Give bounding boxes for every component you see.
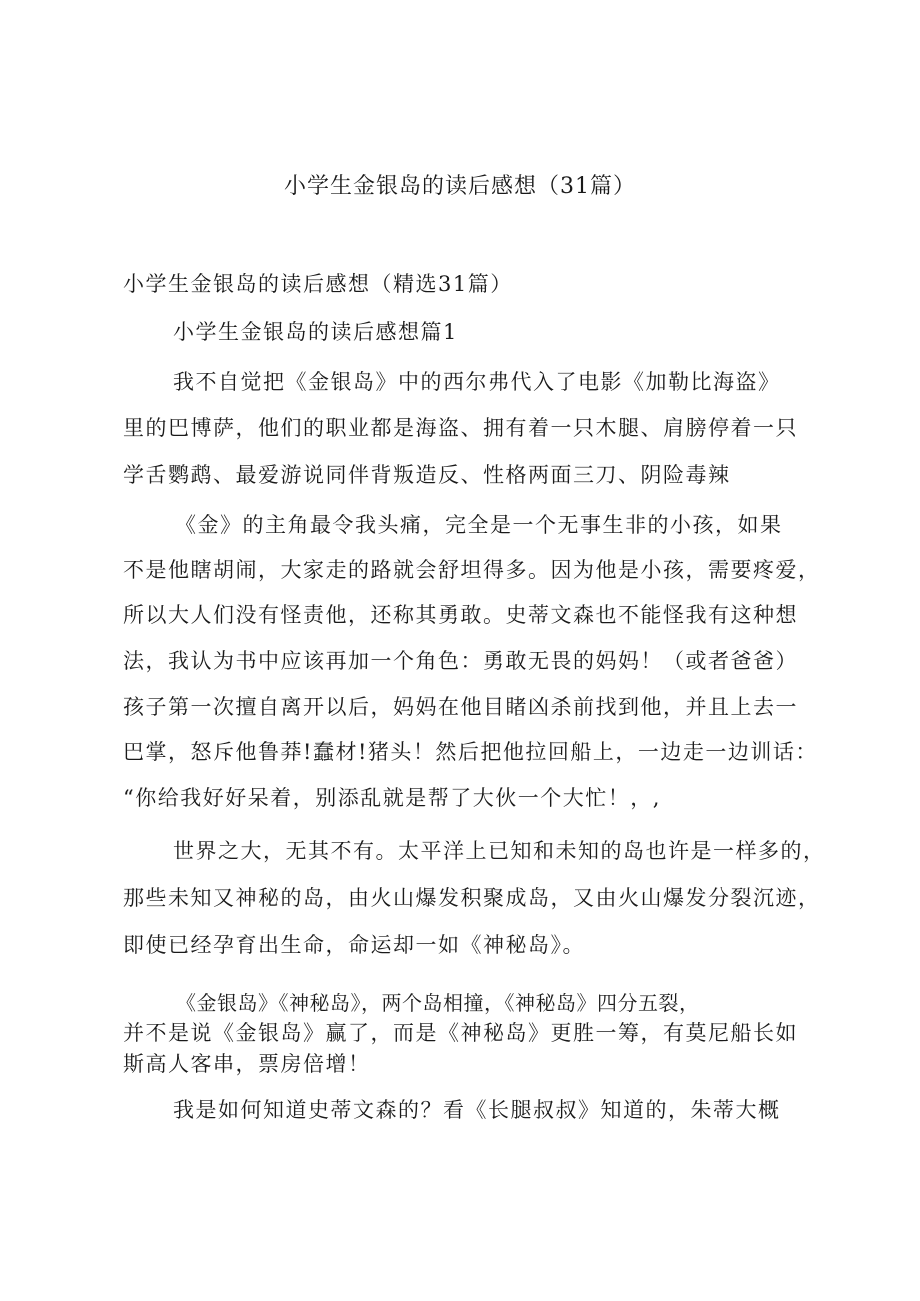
paragraph-line: 世界之大，无其不有。太平洋上已知和未知的岛也许是一样多的，	[173, 839, 826, 863]
paragraph-line: 所以大人们没有怪责他，还称其勇敢。史蒂文森也不能怪我有这种想	[123, 603, 798, 627]
paragraph-line: 《金银岛》《神秘岛》，两个岛相撞，《神秘岛》四分五裂，	[176, 991, 700, 1015]
paragraph-line: 法，我认为书中应该再加一个角色：勇敢无畏的妈妈！（或者爸爸）	[123, 649, 798, 673]
paragraph-line: 《金》的主角最令我头痛，完全是一个无事生非的小孩，如果	[175, 513, 783, 537]
paragraph-line: 我不自觉把《金银岛》中的西尔弗代入了电影《加勒比海盗》	[173, 370, 781, 394]
paragraph-line: 孩子第一次擅自离开以后，妈妈在他目睹凶杀前找到他，并且上去一	[123, 695, 798, 719]
paragraph-line: 巴掌，怒斥他鲁莽!蠢材!猪头！然后把他拉回船上，一边走一边训话：	[123, 740, 818, 764]
paragraph-line: 学舌鹦鹉、最爱游说同伴背叛造反、性格两面三刀、阴险毒辣	[123, 463, 731, 487]
paragraph-line: 我是如何知道史蒂文森的？看《长腿叔叔》知道的，朱蒂大概	[173, 1098, 781, 1122]
paragraph-line: 不是他瞎胡闹，大家走的路就会舒坦得多。因为他是小孩，需要疼爱，	[123, 558, 821, 582]
paragraph-line: 里的巴博萨，他们的职业都是海盗、拥有着一只木腿、肩膀停着一只	[123, 416, 798, 440]
document-subtitle: 小学生金银岛的读后感想（精选31篇）	[123, 272, 513, 296]
paragraph-line: 并不是说《金银岛》赢了，而是《神秘岛》更胜一筹，有莫尼船长如	[123, 1021, 798, 1045]
paragraph-line: 斯高人客串，票房倍增！	[123, 1052, 371, 1076]
paragraph-line: 即使已经孕育出生命，命运却一如《神秘岛》。	[123, 933, 585, 957]
section-heading: 小学生金银岛的读后感想篇1	[173, 320, 458, 344]
paragraph-line: “你给我好好呆着，别添乱就是帮了大伙一个大忙！，,	[123, 786, 661, 810]
paragraph-line: 那些未知又神秘的岛，由火山爆发积聚成岛，又由火山爆发分裂沉迹，	[123, 886, 821, 910]
document-title: 小学生金银岛的读后感想（31篇）	[284, 174, 636, 199]
